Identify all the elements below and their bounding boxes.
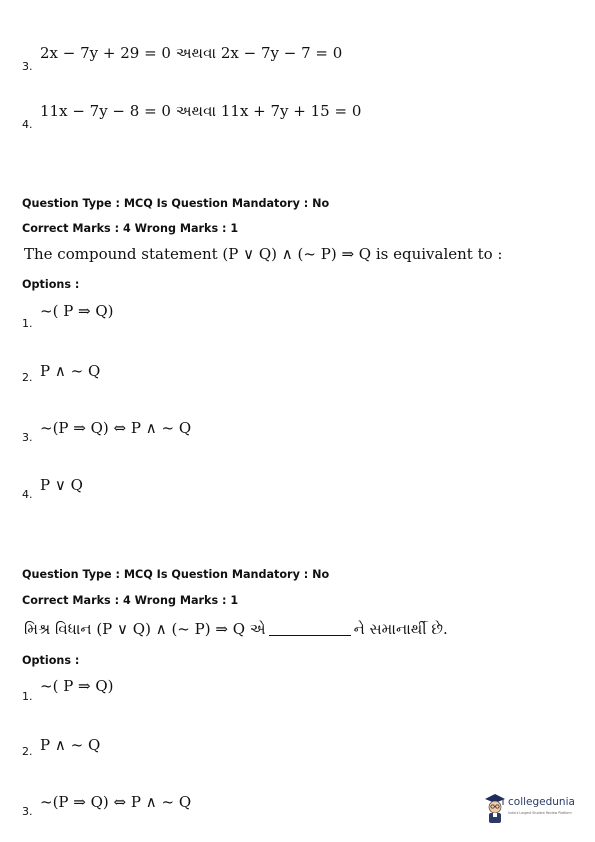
marks-line: Correct Marks : 4 Wrong Marks : 1: [22, 594, 239, 607]
option-number: 3.: [22, 431, 33, 444]
option-text: P ∧ ~ Q: [40, 362, 101, 380]
option-text: ~(P ⇒ Q) ⇔ P ∧ ~ Q: [40, 419, 192, 437]
option-number: 4.: [22, 488, 33, 501]
option-text: P ∧ ~ Q: [40, 736, 101, 754]
marks-line: Correct Marks : 4 Wrong Marks : 1: [22, 222, 239, 235]
options-label: Options :: [22, 654, 80, 667]
question-statement: The compound statement (P ∨ Q) ∧ (~ P) ⇒ Q is equivalent to :: [24, 245, 503, 263]
option-number: 2.: [22, 371, 33, 384]
option-number: 3.: [22, 805, 33, 818]
option-text: ~( P ⇒ Q): [40, 302, 114, 320]
question-statement: [24, 620, 448, 638]
option-text: ~(P ⇒ Q) ⇔ P ∧ ~ Q: [40, 793, 192, 811]
option-text: 2x − 7y + 29 = 0 અથવા 2x − 7y − 7 = 0: [40, 44, 343, 62]
logo-tagline: India's Largest Student Review Platform: [508, 811, 572, 815]
option-number: 3.: [22, 60, 33, 73]
answer-blank: [269, 635, 351, 636]
question-type-line: Question Type : MCQ Is Question Mandatory : No: [22, 197, 330, 210]
option-number: 1.: [22, 690, 33, 703]
option-text: ~( P ⇒ Q): [40, 677, 114, 695]
logo-wordmark: collegedunia: [508, 796, 575, 808]
statement-part-1: મિશ્ર વિધાન (P ∨ Q) ∧ (~ P) ⇒ Q એ: [24, 620, 266, 638]
collegedunia-logo: [484, 792, 588, 826]
options-label: Options :: [22, 278, 80, 291]
option-text: 11x − 7y − 8 = 0 અથવા 11x + 7y + 15 = 0: [40, 102, 362, 120]
option-number: 4.: [22, 118, 33, 131]
option-text: P ∨ Q: [40, 476, 83, 494]
option-number: 2.: [22, 745, 33, 758]
statement-part-2: ને સમાનાર્થી છે.: [353, 620, 448, 638]
question-type-line: Question Type : MCQ Is Question Mandatory : No: [22, 568, 330, 581]
graduate-mascot-icon: [484, 792, 506, 824]
option-number: 1.: [22, 317, 33, 330]
